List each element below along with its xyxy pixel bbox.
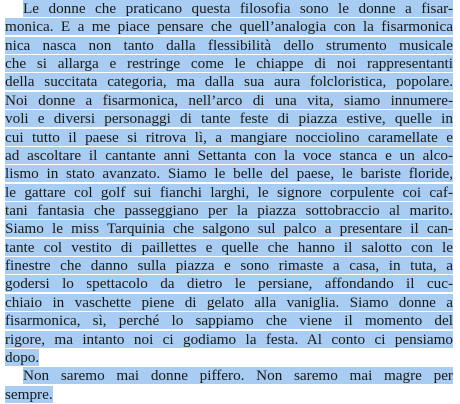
- text-line: fisarmonica, sì, perché lo sappiamo che viene il momento del: [5, 312, 453, 330]
- text-line: Siamo le miss Tarquinia che salgono sul palco a presentare il can-: [5, 220, 453, 238]
- text-line: cui tutto il paese si ritrova lì, a mangiare nocciolino caramellate e: [5, 128, 453, 146]
- text-line: sempre.: [5, 385, 53, 403]
- text-line: tante col vestito di paillettes e quelle che hanno il salotto con le: [5, 238, 453, 256]
- text-line: monica. E a me piace pensare che quell’analogia con la fisarmonica: [5, 18, 453, 36]
- text-line: le gattare col golf sui fianchi larghi, le signore corpulente coi caf-: [5, 183, 453, 201]
- text-line: voli e diversi personaggi di tante feste di piazza estive, quelle in: [5, 110, 453, 128]
- text-line: chiaio in vaschette piene di gelato alla vaniglia. Siamo donne a: [5, 293, 453, 311]
- text-line: rigore, ma intanto noi ci godiamo la festa. Al conto ci pensiamo: [5, 330, 453, 348]
- text-line: dopo.: [5, 348, 40, 366]
- text-line: che si allarga e restringe come le chiappe di noi rappresentanti: [5, 55, 453, 73]
- text-line: godersi lo spettacolo da dietro le persiane, affondando il cuc-: [5, 275, 453, 293]
- text-line: della succitata categoria, ma dalla sua aura folcloristica, popolare.: [5, 73, 453, 91]
- text-line: Noi donne a fisarmonica, nell’arco di una vita, siamo innumere-: [5, 91, 453, 109]
- text-line: tani fantasia che passeggiano per la piazza sottobraccio al marito.: [5, 202, 453, 219]
- text-line: lismo in stato avanzato. Siamo le belle del paese, le bariste floride,: [5, 165, 453, 183]
- text-line: Le donne che praticano questa filosofia sono le donne a fisar-: [23, 0, 453, 17]
- text-line: finestre che danno sulla piazza e sono rimaste a casa, in tuta, a: [5, 257, 453, 275]
- text-line: nica nasca non tanto dalla flessibilità dello strumento musicale: [5, 36, 453, 54]
- text-line: ad ascoltare il cantante anni Settanta con la voce stanca e un alco-: [5, 146, 453, 164]
- text-line: Non saremo mai donne piffero. Non saremo mai magre per: [23, 367, 453, 385]
